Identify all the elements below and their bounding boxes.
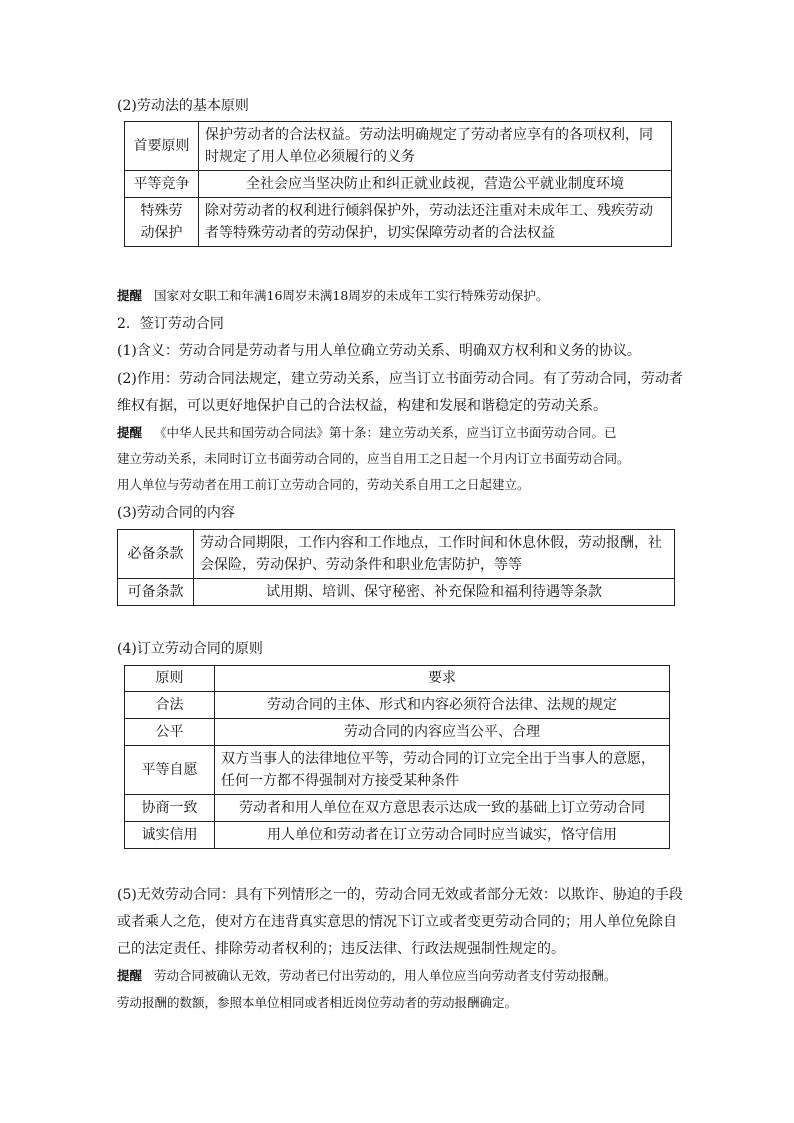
- requirement-text: 劳动者和用人单位在双方意思表示达成一致的基础上订立劳动合同: [215, 795, 670, 822]
- table-row: [118, 530, 675, 579]
- requirement-text: 双方当事人的法律地位平等，劳动合同的订立完全出于当事人的意愿，任何一方都不得强制对方接受某种条件: [215, 746, 670, 795]
- section-heading-sign: (4)订立劳动合同的原则: [117, 641, 263, 657]
- principle-label: 合法: [125, 692, 215, 719]
- section-heading-content: (3)劳动合同的内容: [117, 505, 235, 521]
- clause-label: 可备条款: [118, 579, 194, 606]
- requirement-text: 用人单位和劳动者在订立劳动合同时应当诚实，恪守信用: [215, 822, 670, 849]
- paragraph-function-1: (2)作用：劳动合同法规定，建立劳动关系，应当订立书面劳动合同。有了劳动合同，劳动者: [117, 371, 683, 387]
- table-row: [125, 746, 670, 795]
- requirement-text: 劳动合同的内容应当公平、合理: [215, 719, 670, 746]
- table-row: [125, 198, 672, 247]
- sign-principles-table: [124, 665, 670, 849]
- tip-note: [117, 423, 677, 443]
- column-header: 要求: [215, 666, 670, 692]
- principle-label: 平等自愿: [125, 746, 215, 795]
- tip-text: 《中华人民共和国劳动合同法》第十条：建立劳动关系，应当订立书面劳动合同。已: [154, 425, 617, 440]
- table-row: [125, 122, 672, 171]
- tip-text-line: 用人单位与劳动者在用工前订立劳动合同的，劳动关系自用工之日起建立。: [117, 477, 530, 492]
- tip-text-line: 建立劳动关系，未同时订立书面劳动合同的，应当自用工之日起一个月内订立书面劳动合同。: [117, 451, 630, 466]
- tip-note: [117, 286, 677, 306]
- principle-label: 诚实信用: [125, 822, 215, 849]
- principle-text: 除对劳动者的权利进行倾斜保护外，劳动法还注重对未成年工、残疾劳动者等特殊劳动者的劳动保护，切实保障劳动者的合法权益: [199, 198, 672, 247]
- tip-text: 国家对女职工和年满16周岁未满18周岁的未成年工实行特殊劳动保护。: [154, 288, 549, 303]
- table-header-row: [125, 666, 670, 692]
- table-row: [125, 795, 670, 822]
- table-row: [125, 822, 670, 849]
- section-title-contract: 2．签订劳动合同: [117, 316, 224, 332]
- tip-label: 提醒: [117, 425, 143, 440]
- tip-text-line: 劳动报酬的数额，参照本单位相同或者相近岗位劳动者的劳动报酬确定。: [117, 995, 518, 1010]
- principle-text: 保护劳动者的合法权益。劳动法明确规定了劳动者应享有的各项权利，同时规定了用人单位必须履行的义务: [199, 122, 672, 171]
- table-row: [125, 719, 670, 746]
- principle-label: 公平: [125, 719, 215, 746]
- tip-text: 劳动合同被确认无效，劳动者已付出劳动的，用人单位应当向劳动者支付劳动报酬。: [154, 968, 617, 983]
- principle-label: 平等竞争: [125, 171, 199, 198]
- principle-label: 特殊劳动保护: [125, 198, 199, 247]
- principle-label: 首要原则: [125, 122, 199, 171]
- clause-text: 劳动合同期限，工作内容和工作地点，工作时间和休息休假，劳动报酬，社会保险，劳动保护、劳动条件和职业危害防护，等等: [194, 530, 675, 579]
- table-row: [118, 579, 675, 606]
- paragraph-invalid-1: (5)无效劳动合同：具有下列情形之一的，劳动合同无效或者部分无效：以欺诈、胁迫的手段: [117, 887, 683, 903]
- tip-note: [117, 966, 677, 986]
- principle-label: 协商一致: [125, 795, 215, 822]
- paragraph-function-2: 维权有据，可以更好地保护自己的合法权益，构建和发展和谐稳定的劳动关系。: [117, 398, 607, 414]
- requirement-text: 劳动合同的主体、形式和内容必须符合法律、法规的规定: [215, 692, 670, 719]
- column-header: 原则: [125, 666, 215, 692]
- paragraph-meaning: (1)含义：劳动合同是劳动者与用人单位确立劳动关系、明确双方权利和义务的协议。: [117, 343, 641, 359]
- table-row: [125, 171, 672, 198]
- tip-label: 提醒: [117, 288, 143, 303]
- principles-table: [124, 121, 672, 247]
- tip-label: 提醒: [117, 968, 143, 983]
- content-table: [117, 529, 675, 606]
- paragraph-invalid-3: 己的法定责任、排除劳动者权利的；违反法律、行政法规强制性规定的。: [117, 941, 565, 957]
- principle-text: 全社会应当坚决防止和纠正就业歧视，营造公平就业制度环境: [199, 171, 672, 198]
- table-row: [125, 692, 670, 719]
- paragraph-invalid-2: 或者乘人之危，使对方在违背真实意思的情况下订立或者变更劳动合同的；用人单位免除自: [117, 914, 677, 930]
- section-heading-principles: (2)劳动法的基本原则: [117, 98, 249, 114]
- clause-text: 试用期、培训、保守秘密、补充保险和福利待遇等条款: [194, 579, 675, 606]
- clause-label: 必备条款: [118, 530, 194, 579]
